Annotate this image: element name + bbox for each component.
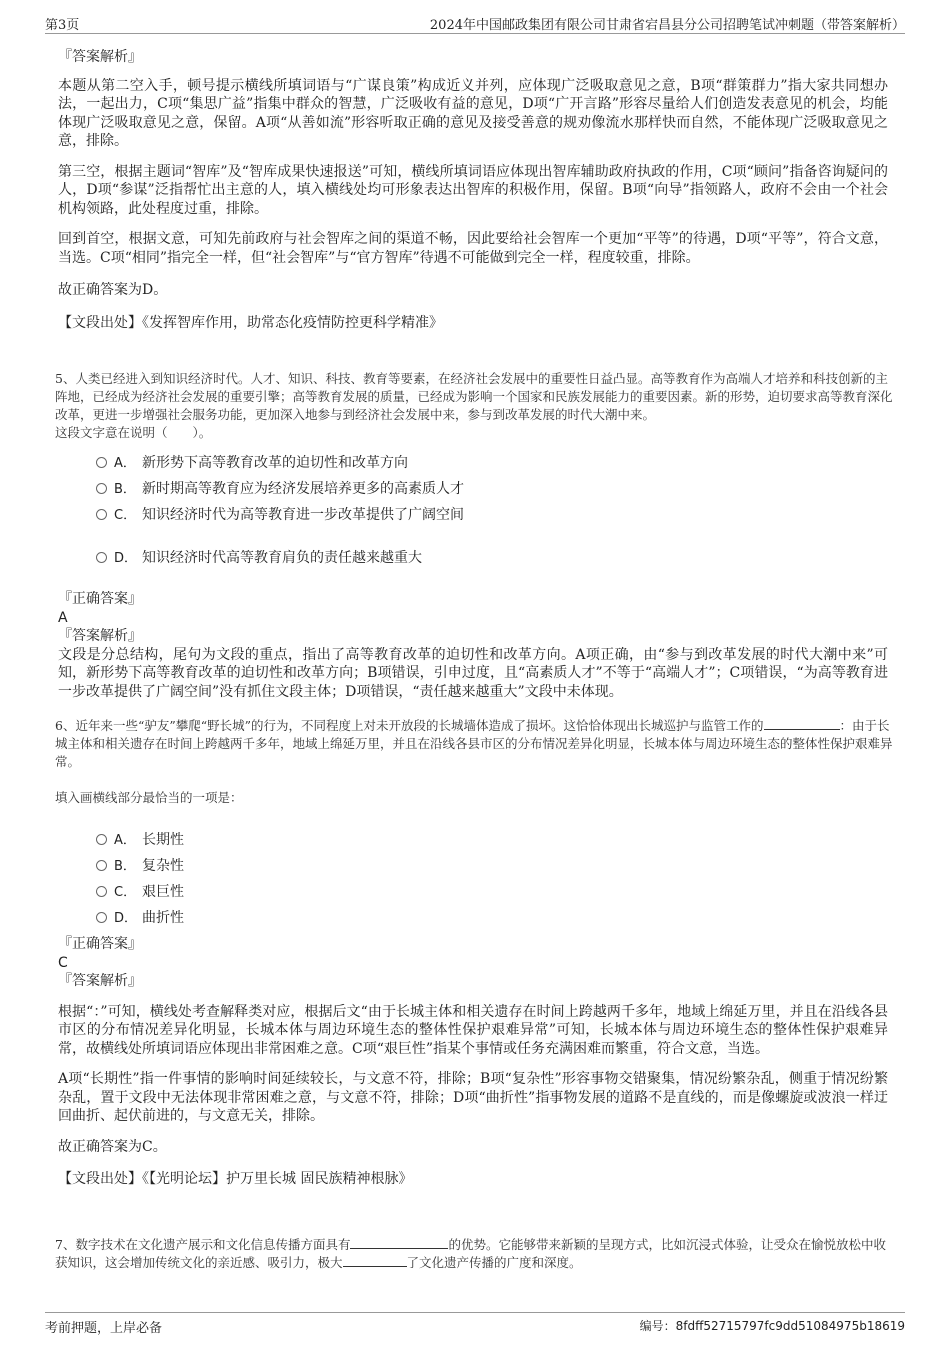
document-id: 编号：8fdff52715797fc9dd51084975b18619 bbox=[639, 1319, 905, 1333]
final-answer: 故正确答案为D。 bbox=[58, 282, 168, 298]
q6-option-d[interactable] bbox=[96, 907, 184, 927]
q6-stem bbox=[55, 717, 895, 807]
answer-label: 『正确答案』 bbox=[58, 936, 142, 952]
option-text: 艰巨性 bbox=[142, 884, 184, 900]
option-text: 知识经济时代高等教育肩负的责任越来越重大 bbox=[142, 550, 422, 566]
option-text: 曲折性 bbox=[142, 910, 184, 926]
option-key: A． bbox=[114, 456, 136, 471]
question-stem bbox=[55, 717, 895, 771]
radio-icon[interactable] bbox=[96, 457, 107, 468]
correct-answer: A bbox=[58, 609, 68, 626]
answer-blank bbox=[764, 718, 840, 730]
option-key: B． bbox=[114, 482, 136, 497]
option-key: D． bbox=[114, 911, 138, 926]
radio-icon[interactable] bbox=[96, 552, 107, 563]
q5-answer-block bbox=[58, 590, 888, 701]
question-stem: 5、人类已经进入到知识经济时代。人才、知识、科技、教育等要素，在经济社会发展中的重要性日益凸显。高等教育作为高端人才培养和科技创新的主阵地，已经成为经济社会发展的重要引擎；高等教育发展的质量，已经成为影响一个国家和民族发展能力的重要因素。新的形势，迫切要求高等教育深化改革，更进一步增强社会服务功能，更加深入地参与到经济社会发展中来，参与到改革发展的时代大潮中来。 bbox=[55, 371, 893, 422]
stem-part: 的优势。它能够带来新颖的呈现方式，比如沉浸式体验，让受众在愉悦放松中收获知识，这会增加传统文化的亲近感、吸引力，极大 bbox=[55, 1237, 886, 1270]
q6-option-c[interactable] bbox=[96, 881, 184, 901]
q5-option-c[interactable] bbox=[96, 504, 464, 524]
option-key: C． bbox=[114, 885, 137, 900]
q5-option-b[interactable] bbox=[96, 478, 464, 498]
radio-icon[interactable] bbox=[96, 860, 107, 871]
option-key: A． bbox=[114, 833, 136, 848]
option-key: C． bbox=[114, 508, 137, 523]
q6-answer-block bbox=[58, 935, 888, 1198]
radio-icon[interactable] bbox=[96, 886, 107, 897]
analysis-paragraph: 回到首空，根据文意，可知先前政府与社会智库之间的渠道不畅，因此要给社会智库一个更加“平等”的待遇，D项“平等”，符合文意，当选。C项“相同”指完全一样，但“社会智库”与“官方智库”待遇不可能做到完全一样，程度较重，排除。 bbox=[58, 231, 888, 266]
source-citation: 【文段出处】《【光明论坛】护万里长城 固民族精神根脉》 bbox=[58, 1171, 413, 1187]
q6-option-b[interactable] bbox=[96, 855, 184, 875]
answer-label: 『正确答案』 bbox=[58, 591, 142, 607]
analysis-label: 『答案解析』 bbox=[58, 628, 142, 644]
source-citation: 【文段出处】《发挥智库作用，助常态化疫情防控更科学精准》 bbox=[58, 314, 443, 331]
radio-icon[interactable] bbox=[96, 483, 107, 494]
radio-icon[interactable] bbox=[96, 912, 107, 923]
analysis-label: 『答案解析』 bbox=[58, 973, 142, 989]
option-text: 知识经济时代为高等教育进一步改革提供了广阔空间 bbox=[142, 507, 464, 523]
q4-analysis bbox=[58, 48, 888, 341]
final-answer: 故正确答案为C。 bbox=[58, 1138, 167, 1155]
analysis-paragraph: 本题从第二空入手，顿号提示横线所填词语与“广谋良策”构成近义并列，应体现广泛吸取意见之意，B项“群策群力”指大家共同想办法，一起出力，C项“集思广益”指集中群众的智慧，广泛吸收有益的意见，D项“广开言路”形容尽量给人们创造发表意见的机会，均能体现广泛吸取意见之意，保留。A项“从善如流”形容听取正确的意见及接受善意的规劝像流水那样快而自然，不能体现广泛吸取意见之意，排除。 bbox=[58, 77, 888, 149]
option-key: D． bbox=[114, 551, 138, 566]
answer-blank bbox=[350, 1237, 448, 1249]
page-footer bbox=[45, 1312, 905, 1336]
page-header bbox=[45, 12, 905, 34]
analysis-paragraph: A项“长期性”指一件事情的影响时间延续较长，与文意不符，排除；B项“复杂性”形容事物交错聚集，情况纷繁杂乱，侧重于情况纷繁杂乱，置于文段中无法体现非常困难之意，与文意不符，排除；D项“曲折性”指事物发展的道路不是直线的，而是像螺旋或波浪一样迂回曲折、起伏前进的，与文意无关，排除。 bbox=[58, 1071, 888, 1124]
analysis-paragraph: 根据“：”可知，横线处考查解释类对应，根据后文“由于长城主体和相关遗存在时间上跨越两千多年，地域上绵延万里，并且在沿线各县市区的分布情况差异化明显，长城本体与周边环境生态的整体性保护艰难异常”可知，长城本体与周边环境生态的整体性保护艰难异常，故横线处所填词语应体现出非常困难之意。C项“艰巨性”指某个事情或任务充满困难而繁重，符合文意，当选。 bbox=[58, 1003, 888, 1057]
option-text: 复杂性 bbox=[142, 858, 184, 874]
question-prompt: 这段文字意在说明（ ）。 bbox=[55, 425, 212, 440]
q5-stem bbox=[55, 370, 895, 442]
radio-icon[interactable] bbox=[96, 834, 107, 845]
option-text: 新时期高等教育应为经济发展培养更多的高素质人才 bbox=[142, 481, 464, 497]
page-number: 第3页 bbox=[45, 18, 80, 33]
option-text: 新形势下高等教育改革的迫切性和改革方向 bbox=[142, 455, 408, 471]
stem-part: 7、数字技术在文化遗产展示和文化信息传播方面具有 bbox=[55, 1237, 351, 1252]
correct-answer: C bbox=[58, 954, 68, 971]
stem-part: 6、近年来一些“驴友”攀爬“野长城”的行为，不同程度上对未开放段的长城墙体造成了损坏。这恰恰体现出长城巡护与监管工作的 bbox=[55, 718, 764, 733]
footer-slogan: 考前押题，上岸必备 bbox=[45, 1321, 163, 1336]
analysis-paragraph: 第三空，根据主题词“智库”及“智库成果快速报送”可知，横线所填词语应体现出智库辅助政府执政的作用，C项“顾问”指备咨询疑问的人，D项“参谋”泛指帮忙出主意的人，填入横线处均可形象表达出智库的积极作用，保留。B项“向导”指领路人，政府不会由一个社会机构领路，此处程度过重，排除。 bbox=[58, 163, 888, 217]
option-key: B． bbox=[114, 859, 136, 874]
option-text: 长期性 bbox=[142, 832, 184, 848]
q5-option-a[interactable] bbox=[96, 452, 408, 472]
q7-stem bbox=[55, 1236, 895, 1272]
document-title: 2024年中国邮政集团有限公司甘肃省宕昌县分公司招聘笔试冲刺题（带答案解析） bbox=[429, 18, 905, 33]
answer-blank bbox=[343, 1255, 407, 1267]
radio-icon[interactable] bbox=[96, 509, 107, 520]
analysis-label: 『答案解析』 bbox=[58, 49, 142, 65]
q5-option-d[interactable] bbox=[96, 547, 422, 567]
analysis-text: 文段是分总结构，尾句为文段的重点，指出了高等教育改革的迫切性和改革方向。A项正确，由“参与到改革发展的时代大潮中来”可知，新形势下高等教育改革的迫切性和改革方向；B项错误，引申过度，且“高素质人才”不等于“高端人才”；C项错误，“为高等教育进一步改革提供了广阔空间”没有抓住文段主体；D项错误，“责任越来越重大”文段中未体现。 bbox=[58, 646, 888, 700]
question-prompt: 填入画横线部分最恰当的一项是： bbox=[55, 790, 243, 805]
stem-part: ：由于长城主体和相关遗存在时间上跨越两千多年，地域上绵延万里，并且在沿线各县市区的分布情况差异化明显，长城本体与周边环境生态的整体性保护艰难异常。 bbox=[55, 718, 893, 769]
q6-option-a[interactable] bbox=[96, 829, 184, 849]
stem-part: 了文化遗产传播的广度和深度。 bbox=[406, 1255, 582, 1270]
